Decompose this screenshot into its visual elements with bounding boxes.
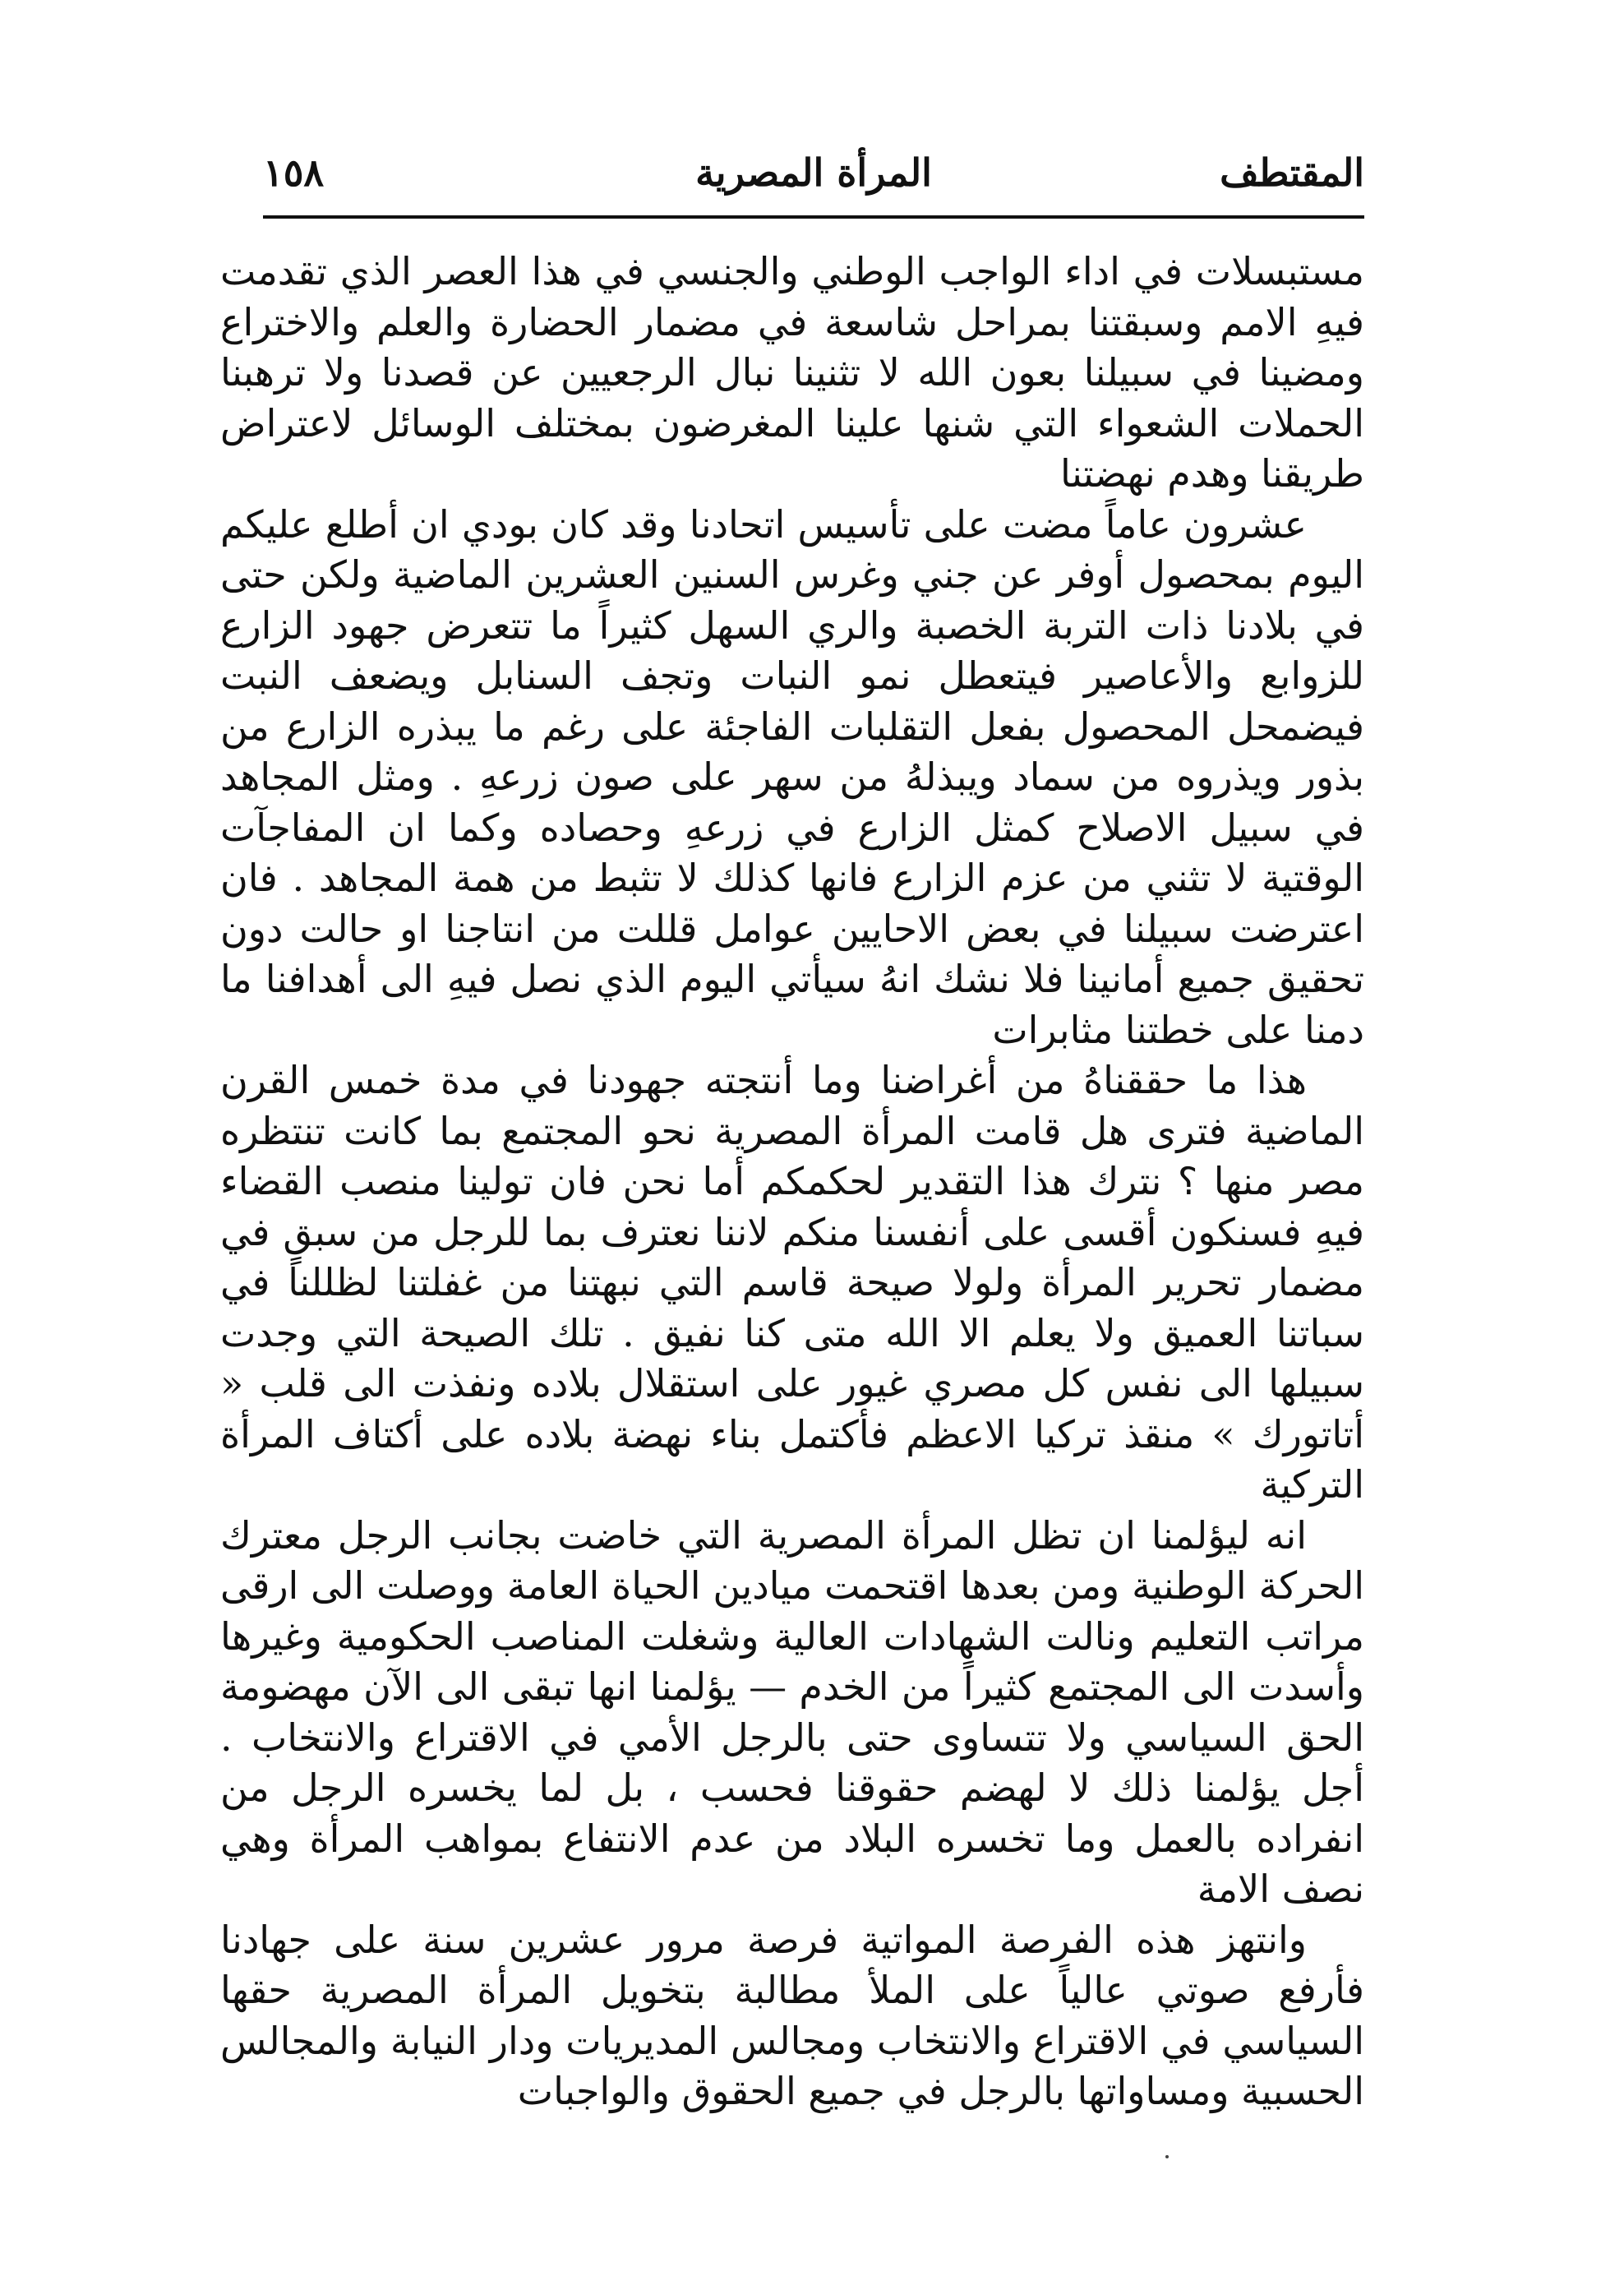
paragraph-3: هذا ما حققناهُ من أغراضنا وما أنتجته جهودنا في مدة خمس القرن الماضية فترى هل قامت المرأة المصرية نحو المجتمع بما كانت تنتظره مصر منها ؟ نترك هذا التقدير لحكمكم أما نحن فان تولينا منصب القضاء فيهِ فسنكون أقسى على أنفسنا منكم لاننا نعترف بما للرجل من سبقٍ في مضمار تحرير المرأة ولولا صيحة قاسم التي نبهتنا من غفلتنا لظللنا في سباتنا العميق ولا يعلم الا الله متى كنا نفيق . تلك الصيحة التي وجدت سبيلها الى نفس كل مصري غيور على استقلال بلاده ونفذت الى قلب « أتاتورك » منقذ تركيا الاعظم فأكتمل بناء نهضة بلاده على أكتاف المرأة التركية xyxy=(220,1058,1364,1507)
paragraph-4: انه ليؤلمنا ان تظل المرأة المصرية التي خاضت بجانب الرجل معترك الحركة الوطنية ومن بعدها اقتحمت ميادين الحياة العامة ووصلت الى ارقى مراتب التعليم ونالت الشهادات العالية وشغلت المناصب الحكومية وغيرها وأسدت الى المجتمع كثيراً من الخدم — يؤلمنا انها تبقى الى الآن مهضومة الحق السياسي ولا تتساوى حتى بالرجل الأمي في الاقتراع والانتخاب . أجل يؤلمنا ذلك لا لهضم حقوقنا فحسب ، بل لما يخسره الرجل من انفراده بالعمل وما تخسره البلاد من عدم الانتفاع بمواهب المرأة وهي نصف الامة xyxy=(220,1512,1364,1911)
header-divider xyxy=(263,215,1364,219)
page-number: ١٥٨ xyxy=(263,150,325,195)
paragraph-1: مستبسلات في اداء الواجب الوطني والجنسي في هذا العصر الذي تقدمت فيهِ الامم وسبقتنا بمراحل شاسعة في مضمار الحضارة والعلم والاختراع ومضينا في سبيلنا بعون الله لا تثنينا نبال الرجعيين عن قصدنا ولا ترهبنا الحملات الشعواء التي شنها علينا المغرضون بمختلف الوسائل لاعتراض طريقنا وهدم نهضتنا xyxy=(220,249,1364,496)
paragraph-2: عشرون عاماً مضت على تأسيس اتحادنا وقد كان بودي ان أطلع عليكم اليوم بمحصول أوفر عن جني وغرس السنين العشرين الماضية ولكن حتى في بلادنا ذات التربة الخصبة والري السهل كثيراً ما تتعرض جهود الزارع للزوابع والأعاصير فيتعطل نمو النبات وتجف السنابل ويضعف النبت فيضمحل المحصول بفعل التقلبات الفاجئة على رغم ما يبذره الزارع من بذور ويذروه من سماد ويبذلهُ من سهر على صون زرعهِ . ومثل المجاهد في سبيل الاصلاح كمثل الزارع في زرعهِ وحصاده وكما ان المفاجآت الوقتية لا تثني من عزم الزارع فانها كذلك لا تثبط من همة المجاهد . فان اعترضت سبيلنا في بعض الاحايين عوامل قللت من انتاجنا او حالت دون تحقيق جميع أمانينا فلا نشك انهُ سيأتي اليوم الذي نصل فيهِ الى أهدافنا ما دمنا على خطتنا مثابرات xyxy=(220,501,1365,1052)
scan-speck xyxy=(1165,2155,1169,2158)
running-head xyxy=(263,144,1364,201)
paragraph-5: وانتهز هذه الفرصة المواتية فرصة مرور عشرين سنة على جهادنا فأرفع صوتي عالياً على الملأ مطالبة بتخويل المرأة المصرية حقها السياسي في الاقتراع والانتخاب ومجالس المديريات ودار النيابة والمجالس الحسبية ومساواتها بالرجل في جميع الحقوق والواجبات xyxy=(220,1917,1364,2113)
article-body xyxy=(220,247,1364,2117)
journal-name: المقتطف xyxy=(1220,150,1364,195)
article-title: المرأة المصرية xyxy=(695,150,932,195)
